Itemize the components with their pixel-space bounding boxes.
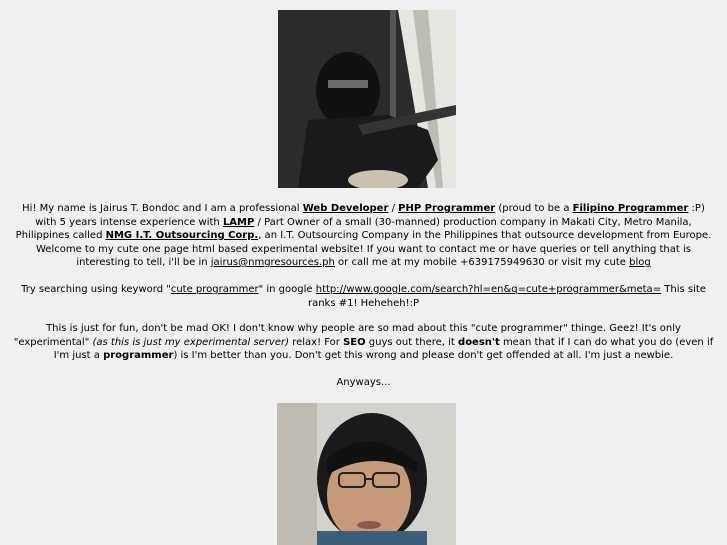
search-text-2: " in google: [258, 284, 316, 295]
anyways-line: Anyways...: [336, 377, 391, 388]
fun-text-2: relax! For: [289, 336, 344, 348]
web-developer-link[interactable]: Web Developer: [302, 203, 389, 214]
fun-text-4: mean that if I can do what you do (even if I'm just a: [53, 336, 714, 361]
cute-programmer-link[interactable]: cute programmer: [170, 284, 259, 295]
intro-text-3: (proud to be a: [495, 203, 573, 214]
portrait-image: [277, 403, 456, 545]
masked-figure-photo: [278, 10, 456, 188]
intro-text-7: or call me at my mobile +639175949630 or visit my cute: [334, 257, 630, 268]
filipino-programmer-link[interactable]: Filipino Programmer: [572, 203, 689, 214]
blog-link[interactable]: blog: [629, 257, 651, 268]
intro-text-5: / Part Owner of a small (30-manned) production company in Makati City, Metro Manila, Philippines called: [15, 216, 692, 241]
lamp-link[interactable]: LAMP: [222, 216, 255, 228]
fun-text-3: guys out there, it: [365, 336, 459, 348]
programmer-emphasis: programmer: [103, 350, 174, 361]
nmg-outsourcing-link[interactable]: NMG I.T. Outsourcing Corp.: [105, 230, 259, 241]
google-search-link[interactable]: http://www.google.com/search?hl=en&q=cute+programmer&meta=: [315, 284, 662, 295]
intro-text-2: /: [388, 203, 399, 214]
anyways-text: [0, 376, 727, 390]
masked-figure-image: [278, 10, 456, 188]
email-link[interactable]: jairus@nmgresources.ph: [210, 257, 335, 268]
disclaimer-paragraph: [0, 322, 727, 363]
experimental-note: (as this is just my experimental server): [92, 336, 290, 348]
intro-paragraph: [0, 202, 727, 270]
search-text-1: Try searching using keyword ": [21, 284, 171, 295]
doesnt-emphasis: doesn't: [458, 336, 500, 348]
php-programmer-link[interactable]: PHP Programmer: [398, 203, 496, 214]
search-text-3: This site ranks #1! Heheheh!:P: [307, 284, 706, 309]
fun-text-5: ) is I'm better than you. Don't get this wrong and please don't get offended at all. I'm just a newbie.: [173, 350, 674, 361]
seo-emphasis: SEO: [343, 336, 366, 348]
search-paragraph: [0, 283, 727, 310]
fun-text-1: This is just for fun, don't be mad OK! I don't know why people are so mad about this "cute programmer" thinge. Geez! It's only "experimental": [13, 323, 681, 348]
intro-text-4: :P) with 5 years intense experience with: [35, 203, 705, 228]
portrait-photo: [277, 403, 456, 545]
intro-text-6: , an I.T. Outsourcing Company in the Philippines that outsource development from Europe. Welcome to my cute one page html based experimental website! If you want to contact me or have queries or tell anything that is interesting to tell, i'll be in: [36, 230, 712, 268]
intro-text-1: Hi! My name is Jairus T. Bondoc and I am a professional: [22, 203, 303, 214]
